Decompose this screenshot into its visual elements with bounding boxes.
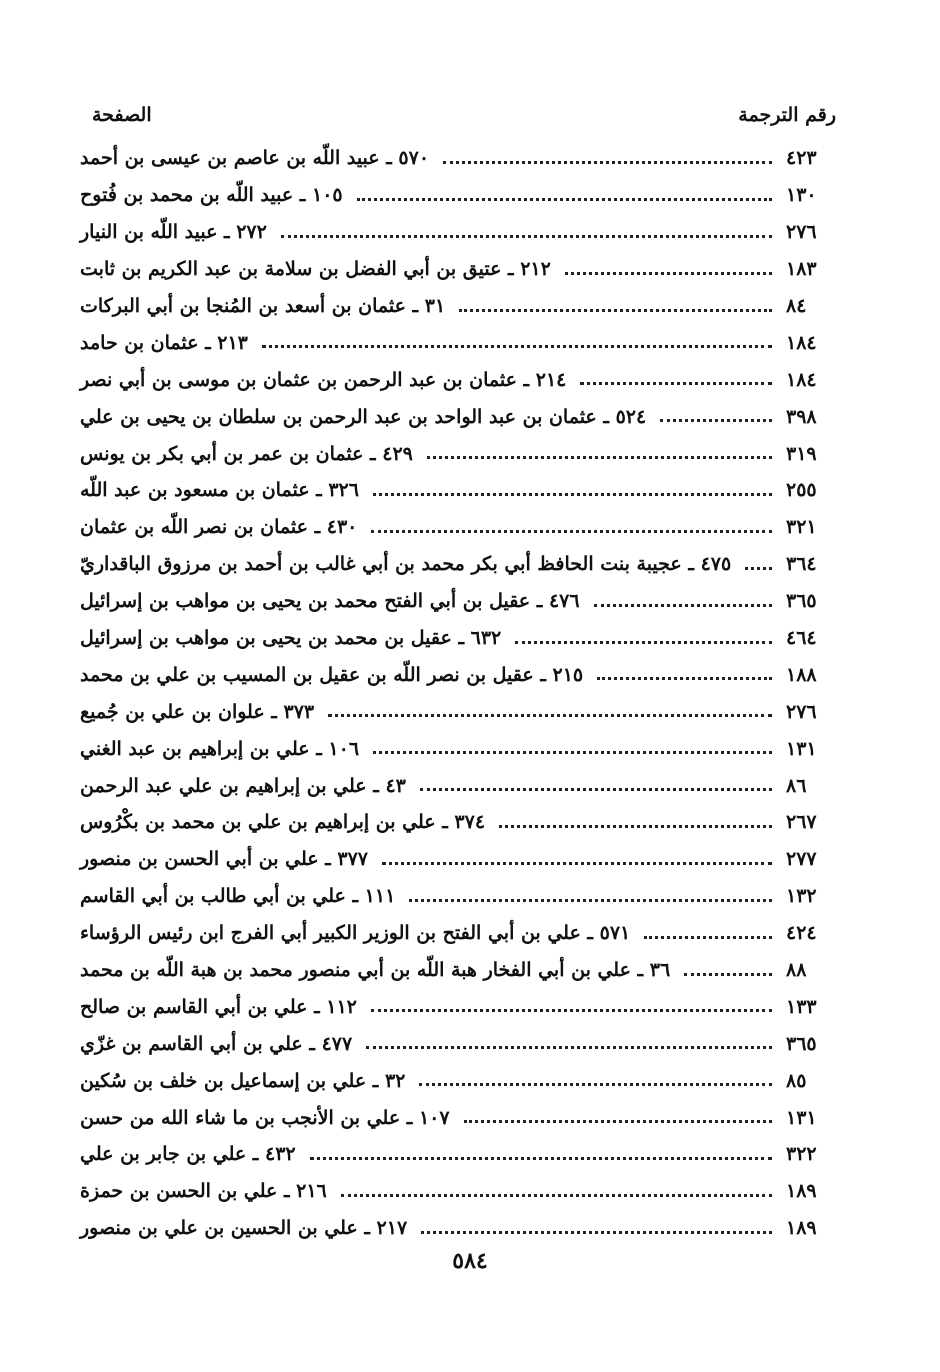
entry-page-number: ١٨٩	[786, 1180, 817, 1203]
entry-title: ١١١ ـ علي بن أبي طالب بن أبي القاسم	[80, 885, 396, 908]
entry-page-number: ٤٢٣	[786, 147, 817, 170]
dot-leader	[594, 592, 772, 607]
dot-leader	[328, 702, 772, 717]
entry-page-number: ١٨٤	[786, 368, 817, 391]
entry-title: ٢١٢ ـ عتيق بن أبي الفضل بن سلامة بن عبد الكريم بن ثابت	[80, 258, 551, 281]
index-entry	[80, 177, 838, 214]
dot-leader	[371, 518, 772, 533]
dot-leader	[421, 1219, 772, 1234]
page-column-header: الصفحة	[92, 104, 152, 126]
index-entry	[80, 583, 838, 620]
entry-page-number: ٣٢٢	[786, 1143, 817, 1166]
entry-title: ١٠٧ ـ علي بن الأنجب بن ما شاء الله من حسن	[80, 1106, 450, 1129]
entry-page-number: ١٨٨	[786, 663, 817, 686]
entry-title: ٣٧٣ ـ علوان بن علي بن جُميع	[80, 700, 315, 723]
dot-leader	[357, 186, 772, 201]
entry-title: ٤٣٠ ـ عثمان بن نصر اللّه بن عثمان	[80, 516, 358, 539]
dot-leader	[262, 333, 772, 348]
entry-title: ٣٢ ـ علي بن إسماعيل بن خلف بن سُكين	[80, 1069, 406, 1092]
entry-title: ٤٧٧ ـ علي بن أبي القاسم بن غزّي	[80, 1032, 353, 1055]
index-entry	[80, 1062, 838, 1099]
index-entry	[80, 435, 838, 472]
entry-page-number: ١٨٩	[786, 1217, 817, 1240]
index-entry	[80, 214, 838, 251]
index-entry	[80, 693, 838, 730]
dot-leader	[443, 149, 772, 164]
entry-number-header: رقم الترجمة	[738, 104, 836, 126]
entry-title: ٢١٥ ـ عقيل بن نصر اللّه بن عقيل بن المسيب بن علي بن محمد	[80, 663, 584, 686]
dot-leader	[427, 444, 772, 459]
dot-leader	[366, 1034, 772, 1049]
dot-leader	[644, 924, 772, 939]
dot-leader	[597, 665, 772, 680]
index-entry	[80, 472, 838, 509]
entry-title: ٢١٦ ـ علي بن الحسن بن حمزة	[80, 1180, 327, 1203]
index-entry	[80, 952, 838, 989]
entry-page-number: ٨٦	[786, 774, 807, 797]
index-entry	[80, 288, 838, 325]
index-entry	[80, 1210, 838, 1247]
entry-page-number: ٣٢١	[786, 516, 817, 539]
index-entry	[80, 620, 838, 657]
entry-title: ٥٧٠ ـ عبيد اللّه بن عاصم بن عيسى بن أحمد	[80, 147, 430, 170]
entry-title: ٦٣٢ ـ عقيل بن محمد بن يحيى بن مواهب بن إسرائيل	[80, 627, 502, 650]
entry-page-number: ٨٤	[786, 295, 807, 317]
entry-page-number: ١٨٤	[786, 331, 817, 354]
entry-page-number: ١٨٣	[786, 258, 817, 281]
entry-page-number: ٢٦٧	[786, 811, 817, 834]
index-entry	[80, 140, 838, 177]
entry-title: ٥٧١ ـ علي بن أبي الفتح بن الوزير الكبير أبي الفرج ابن رئيس الرؤساء	[80, 922, 631, 945]
dot-leader	[745, 555, 772, 570]
index-entry	[80, 841, 838, 878]
index-entry	[80, 878, 838, 915]
entry-title: ٣١ ـ عثمان بن أسعد بن المُنجا بن أبي البركات	[80, 295, 446, 317]
entry-page-number: ٣٦٥	[786, 1032, 817, 1055]
entry-title: ٥٢٤ ـ عثمان بن عبد الواحد بن عبد الرحمن بن سلطان بن يحيى بن علي	[80, 405, 647, 428]
entry-title: ٤٧٦ ـ عقيل بن أبي الفتح محمد بن يحيى بن مواهب بن إسرائيل	[80, 590, 580, 613]
dot-leader	[281, 223, 772, 238]
dot-leader	[310, 1145, 772, 1160]
dot-leader	[371, 997, 772, 1012]
dot-leader	[420, 776, 772, 791]
index-entry	[80, 1173, 838, 1210]
entry-page-number: ١٣١	[786, 737, 817, 760]
entry-title: ٤٢٩ ـ عثمان بن عمر بن أبي بكر بن يونس	[80, 442, 413, 465]
entry-title: ٣٦ ـ علي بن أبي الفخار هبة اللّه بن أبي منصور محمد بن هبة اللّه بن محمد	[80, 959, 671, 982]
dot-leader	[459, 297, 772, 312]
index-entry	[80, 767, 838, 804]
entry-title: ٢١٣ ـ عثمان بن حامد	[80, 331, 248, 354]
entry-title: ٢١٧ ـ علي بن الحسين بن علي بن منصور	[80, 1217, 408, 1240]
dot-leader	[373, 481, 772, 496]
entry-page-number: ١٣١	[786, 1106, 817, 1129]
index-entry	[80, 251, 838, 288]
dot-leader	[580, 370, 772, 385]
entry-title: ٤٧٥ ـ عجيبة بنت الحافظ أبي بكر محمد بن أبي غالب بن أحمد بن مرزوق الباقداريّ	[80, 553, 732, 576]
index-entry	[80, 1025, 838, 1062]
entry-title: ٣٢٦ ـ عثمان بن مسعود بن عبد اللّه	[80, 479, 359, 502]
dot-leader	[499, 813, 772, 828]
entry-page-number: ٣٦٥	[786, 590, 817, 613]
entry-title: ٤٣٢ ـ علي بن جابر بن علي	[80, 1143, 296, 1166]
index-entry	[80, 509, 838, 546]
entry-page-number: ٨٨	[786, 959, 807, 982]
entry-title: ٢٧٢ ـ عبيد اللّه بن النيار	[80, 221, 267, 244]
entry-title: ١١٢ ـ علي بن أبي القاسم بن صالح	[80, 995, 357, 1018]
index-entry	[80, 804, 838, 841]
entry-page-number: ٣٦٤	[786, 553, 817, 576]
page-number: ٥٨٤	[452, 1248, 488, 1274]
entry-page-number: ٤٦٤	[786, 627, 817, 650]
entry-title: ٤٣ ـ علي بن إبراهيم بن علي عبد الرحمن	[80, 774, 406, 797]
entry-page-number: ٤٢٤	[786, 922, 817, 945]
dot-leader	[341, 1182, 772, 1197]
index-entry	[80, 546, 838, 583]
index-entry	[80, 915, 838, 952]
entry-title: ١٠٦ ـ علي بن إبراهيم بن عبد الغني	[80, 737, 360, 760]
entry-title: ٢١٤ ـ عثمان بن عبد الرحمن بن عثمان بن موسى بن أبي نصر	[80, 368, 567, 391]
entry-page-number: ٢٥٥	[786, 479, 817, 502]
index-list	[80, 140, 838, 1247]
entry-page-number: ٣٩٨	[786, 405, 817, 428]
entry-page-number: ١٣٢	[786, 885, 817, 908]
index-entry	[80, 656, 838, 693]
index-entry	[80, 361, 838, 398]
dot-leader	[382, 850, 772, 865]
dot-leader	[419, 1071, 772, 1086]
index-entry	[80, 324, 838, 361]
entry-page-number: ٢٧٦	[786, 221, 817, 244]
entry-page-number: ٨٥	[786, 1069, 807, 1092]
entry-title: ٣٧٧ ـ علي بن أبي الحسن بن منصور	[80, 848, 368, 871]
dot-leader	[565, 260, 772, 275]
entry-title: ١٠٥ ـ عبيد اللّه بن محمد بن فُتوح	[80, 184, 343, 207]
index-entry	[80, 1136, 838, 1173]
index-entry	[80, 1099, 838, 1136]
entry-title: ٣٧٤ ـ علي بن إبراهيم بن علي بن محمد بن بكْرُوس	[80, 811, 486, 834]
index-entry	[80, 730, 838, 767]
dot-leader	[660, 407, 772, 422]
entry-page-number: ١٣٠	[786, 184, 817, 207]
entry-page-number: ٢٧٦	[786, 700, 817, 723]
entry-page-number: ١٣٣	[786, 995, 817, 1018]
dot-leader	[684, 961, 772, 976]
dot-leader	[515, 629, 772, 644]
entry-page-number: ٢٧٧	[786, 848, 817, 871]
index-entry	[80, 988, 838, 1025]
index-entry	[80, 398, 838, 435]
dot-leader	[373, 739, 772, 754]
dot-leader	[409, 887, 772, 902]
entry-page-number: ٣١٩	[786, 442, 817, 465]
dot-leader	[464, 1108, 772, 1123]
